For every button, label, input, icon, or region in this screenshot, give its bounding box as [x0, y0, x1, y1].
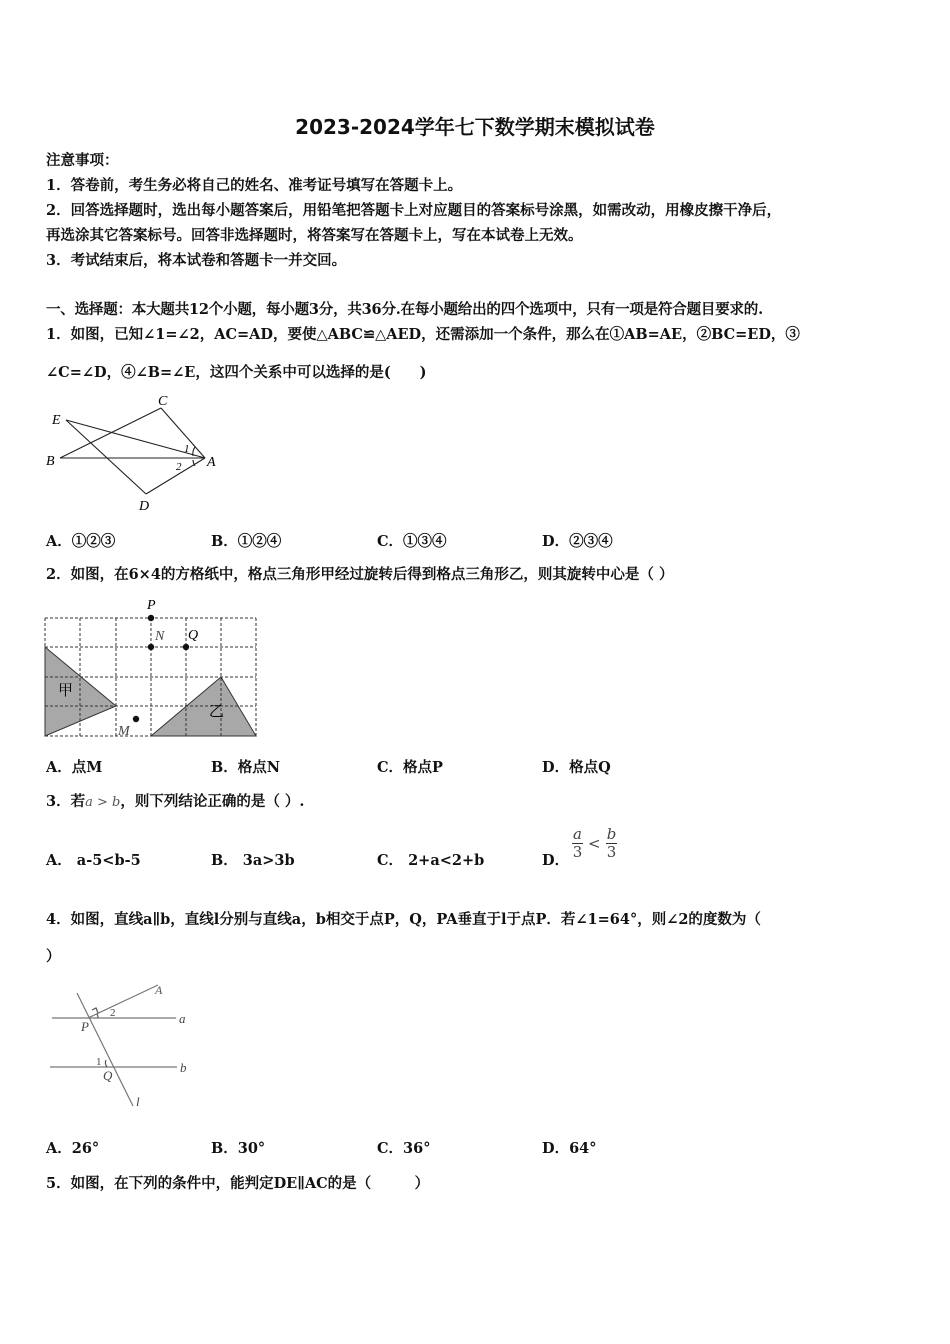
question-3-text — [46, 793, 304, 812]
label-angle-2: 2 — [176, 461, 182, 473]
label-A: A — [155, 983, 163, 997]
question-3-suffix: ，则下列结论正确的是（ ）. — [120, 793, 305, 810]
q4-option-a[interactable]: A．26° — [46, 1140, 100, 1157]
question-1-text-cont: ∠C=∠D，④∠B=∠E，这四个关系中可以选择的是( ) — [46, 364, 427, 381]
notice-item-2-cont: 再选涂其它答案标号。回答非选择题时，将答案写在答题卡上，写在本试卷上无效。 — [46, 227, 583, 244]
label-angle-1: 1 — [96, 1056, 102, 1068]
question-3-prefix: 3．若 — [46, 793, 86, 810]
label-Q: Q — [103, 1068, 113, 1083]
less-than-sign: < — [588, 834, 601, 853]
label-P: P — [81, 1019, 89, 1034]
question-4-text: 4．如图，直线a∥b，直线l分别与直线a，b相交于点P，Q，PA垂直于l于点P．若∠1=64°，则∠2的度数为（ — [46, 911, 761, 928]
point-Q — [183, 644, 189, 650]
q4-option-b[interactable]: B．30° — [211, 1140, 266, 1157]
question-4-text-cont: ） — [46, 948, 61, 965]
label-angle-2: 2 — [110, 1007, 116, 1019]
label-angle-1: 1 — [184, 443, 190, 455]
question-2-text: 2．如图，在6×4的方格纸中，格点三角形甲经过旋转后得到格点三角形乙，则其旋转中心是（ ） — [46, 566, 674, 583]
label-D: D — [139, 499, 150, 514]
label-N: N — [155, 629, 165, 644]
exam-title: 2023-2024学年七下数学期末模拟试卷 — [295, 115, 655, 139]
question-1-text: 1．如图，已知∠1=∠2，AC=AD，要使△ABC≌△AED，还需添加一个条件，那么在①AB=AE，②BC=ED，③ — [46, 326, 800, 343]
question-3-math: a > b — [85, 795, 121, 810]
q1-option-a[interactable]: A．①②③ — [46, 533, 116, 550]
label-M: M — [118, 724, 130, 739]
q2-option-d[interactable]: D．格点Q — [542, 759, 611, 776]
section-heading: 一、选择题：本大题共12个小题，每小题3分，共36分.在每小题给出的四个选项中，只有一项是符合题目要求的. — [46, 301, 763, 318]
question-4-figure — [0, 975, 220, 1115]
label-a: a — [179, 1011, 186, 1026]
label-E: E — [52, 413, 61, 428]
point-M — [133, 716, 139, 722]
label-B: B — [46, 454, 55, 469]
fraction-b-over-3: $\frac{b}{3}$ — [606, 825, 617, 861]
question-2-figure — [0, 590, 270, 745]
q2-option-c[interactable]: C．格点P — [377, 759, 443, 776]
q2-option-b[interactable]: B．格点N — [211, 759, 281, 776]
label-jia: 甲 — [58, 681, 74, 699]
label-Q: Q — [188, 628, 199, 643]
notice-item-1: 1．答卷前，考生务必将自己的姓名、准考证号填写在答题卡上。 — [46, 177, 463, 194]
label-yi: 乙 — [209, 702, 225, 720]
fraction-a-over-3: $\frac{a}{3}$ — [572, 825, 583, 861]
q4-option-d[interactable]: D．64° — [542, 1140, 597, 1157]
q3-option-d-math — [572, 826, 617, 861]
label-C: C — [158, 394, 168, 409]
q3-option-c[interactable]: C． 2+a<2+b — [377, 852, 485, 869]
notice-item-2: 2．回答选择题时，选出每小题答案后，用铅笔把答题卡上对应题目的答案标号涂黑，如需改动，用橡皮擦干净后， — [46, 202, 782, 219]
label-l: l — [136, 1094, 140, 1109]
q1-option-c[interactable]: C．①③④ — [377, 533, 447, 550]
q3-option-a[interactable]: A． a-5<b-5 — [46, 852, 141, 869]
q3-option-d[interactable]: D． — [542, 852, 570, 869]
point-N — [148, 644, 154, 650]
q2-option-a[interactable]: A．点M — [46, 759, 103, 776]
q3-option-b[interactable]: B． 3a>3b — [211, 852, 295, 869]
label-A: A — [207, 455, 216, 470]
point-P — [148, 615, 154, 621]
question-5-text: 5．如图，在下列的条件中，能判定DE∥AC的是（ ） — [46, 1175, 430, 1192]
q1-option-b[interactable]: B．①②④ — [211, 533, 282, 550]
label-P: P — [147, 598, 156, 613]
q1-option-d[interactable]: D．②③④ — [542, 533, 613, 550]
notice-item-3: 3．考试结束后，将本试卷和答题卡一并交回。 — [46, 252, 347, 269]
q4-option-c[interactable]: C．36° — [377, 1140, 431, 1157]
label-b: b — [180, 1060, 187, 1075]
notice-heading: 注意事项： — [46, 152, 119, 169]
question-1-figure — [0, 380, 240, 520]
